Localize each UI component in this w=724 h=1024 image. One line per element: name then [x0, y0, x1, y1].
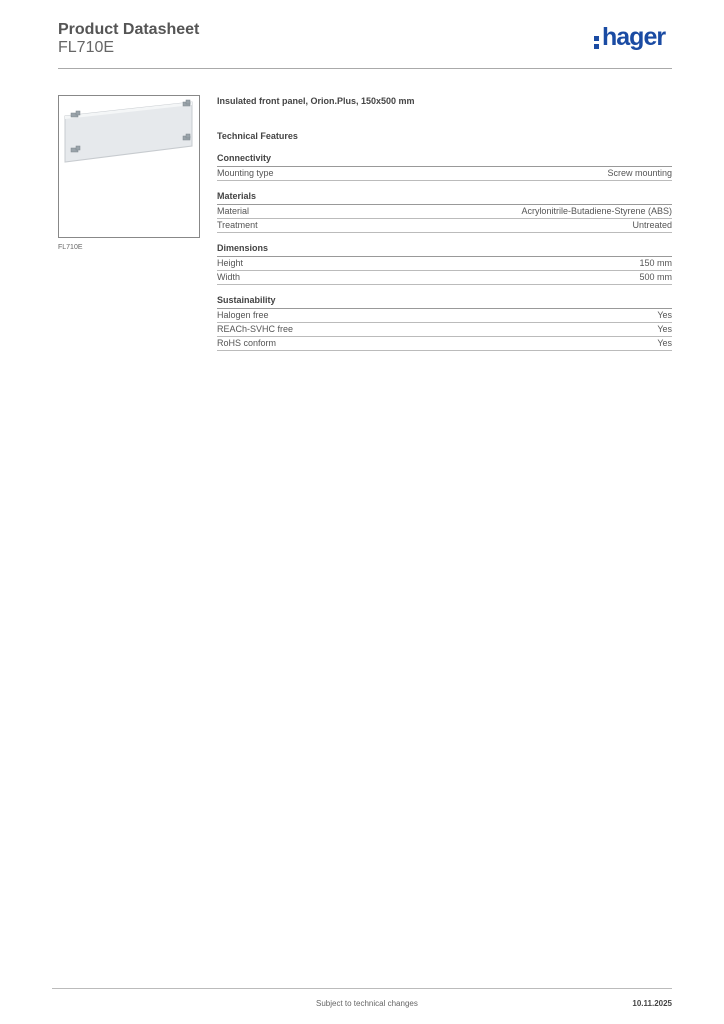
footer-note: Subject to technical changes [316, 999, 418, 1008]
logo-dots [594, 36, 600, 52]
product-description: Insulated front panel, Orion.Plus, 150x500 mm [217, 96, 415, 106]
spec-value: 500 mm [639, 272, 672, 282]
datasheet-content [217, 96, 672, 351]
spec-row [217, 323, 672, 337]
section-title: Materials [217, 191, 672, 205]
spec-label: RoHS conform [217, 338, 277, 348]
product-code: FL710E [58, 39, 115, 56]
spec-row [217, 257, 672, 271]
footer-divider [52, 988, 672, 989]
spec-row [217, 309, 672, 323]
front-panel-illustration [59, 96, 199, 237]
image-caption: FL710E [58, 244, 83, 251]
section-title: Connectivity [217, 153, 672, 167]
section-materials [217, 191, 672, 233]
spec-value: Yes [657, 324, 672, 334]
section-title: Dimensions [217, 243, 672, 257]
spec-label: Halogen free [217, 310, 269, 320]
section-title: Sustainability [217, 295, 672, 309]
footer-date: 10.11.2025 [632, 999, 672, 1008]
page-title: Product Datasheet [58, 21, 200, 38]
spec-value: 150 mm [639, 258, 672, 268]
spec-label: REACh-SVHC free [217, 324, 294, 334]
logo-text: hager [602, 23, 666, 51]
spec-value: Yes [657, 338, 672, 348]
section-dimensions [217, 243, 672, 285]
spec-label: Material [217, 206, 250, 216]
spec-value: Screw mounting [607, 168, 672, 178]
spec-row [217, 205, 672, 219]
spec-label: Mounting type [217, 168, 274, 178]
spec-label: Treatment [217, 220, 258, 230]
hager-logo [594, 23, 674, 54]
spec-row [217, 337, 672, 351]
spec-value: Yes [657, 310, 672, 320]
header-divider [58, 68, 672, 69]
spec-row [217, 219, 672, 233]
spec-label: Width [217, 272, 241, 282]
section-sustainability [217, 295, 672, 351]
spec-row [217, 271, 672, 285]
section-connectivity [217, 153, 672, 181]
spec-row [217, 167, 672, 181]
spec-value: Untreated [632, 220, 672, 230]
product-image [58, 95, 200, 238]
spec-label: Height [217, 258, 244, 268]
spec-value: Acrylonitrile-Butadiene-Styrene (ABS) [521, 206, 672, 216]
features-heading: Technical Features [217, 131, 298, 141]
